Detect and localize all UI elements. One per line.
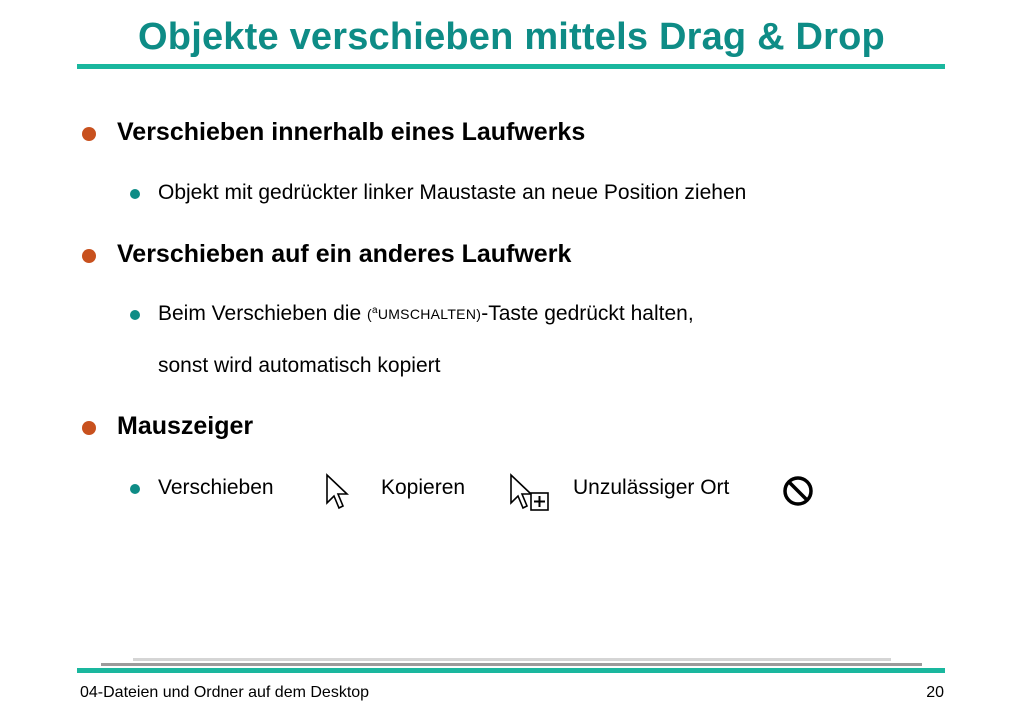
cursor-label-move: Verschieben xyxy=(158,476,274,499)
key-symbol: a xyxy=(371,305,378,316)
sub-bullet-shift-key xyxy=(158,302,694,326)
shift-text-prefix: Beim Verschieben die xyxy=(158,302,367,325)
footer-divider-light xyxy=(133,658,891,661)
bullet-dot xyxy=(82,421,96,435)
footer-divider-teal xyxy=(77,668,945,673)
footer-course-title: 04-Dateien und Ordner auf dem Desktop xyxy=(80,684,370,701)
no-drop-cursor-icon xyxy=(781,474,815,508)
page-number: 20 xyxy=(926,684,944,701)
bullet-move-within-drive: Verschieben innerhalb eines Laufwerks xyxy=(117,118,586,146)
shift-key-label xyxy=(367,306,481,322)
bullet-dot xyxy=(82,249,96,263)
sub-bullet-drag-new-position: Objekt mit gedrückter linker Maustaste an neue Position ziehen xyxy=(158,181,747,204)
bullet-dot xyxy=(82,127,96,141)
bullet-move-other-drive: Verschieben auf ein anderes Laufwerk xyxy=(117,240,572,268)
slide-title: Objekte verschieben mittels Drag & Drop xyxy=(138,16,885,58)
cursor-label-copy: Kopieren xyxy=(381,476,466,499)
shift-text-suffix: -Taste gedrückt halten, xyxy=(481,302,694,325)
key-name: UMSCHALTEN xyxy=(377,306,477,322)
copy-cursor-icon xyxy=(508,472,552,514)
bullet-mouse-pointer: Mauszeiger xyxy=(117,412,254,440)
arrow-cursor-icon xyxy=(324,472,352,514)
title-divider xyxy=(77,64,945,69)
key-paren-open: ( xyxy=(366,306,372,322)
key-paren-close: ) xyxy=(476,306,482,322)
cursor-label-forbidden: Unzulässiger Ort xyxy=(573,476,730,499)
sub-bullet-dot xyxy=(130,189,140,199)
sub-bullet-dot xyxy=(130,310,140,320)
footer-divider-grey xyxy=(101,663,922,666)
sub-bullet-auto-copy: sonst wird automatisch kopiert xyxy=(158,354,441,377)
sub-bullet-dot xyxy=(130,484,140,494)
